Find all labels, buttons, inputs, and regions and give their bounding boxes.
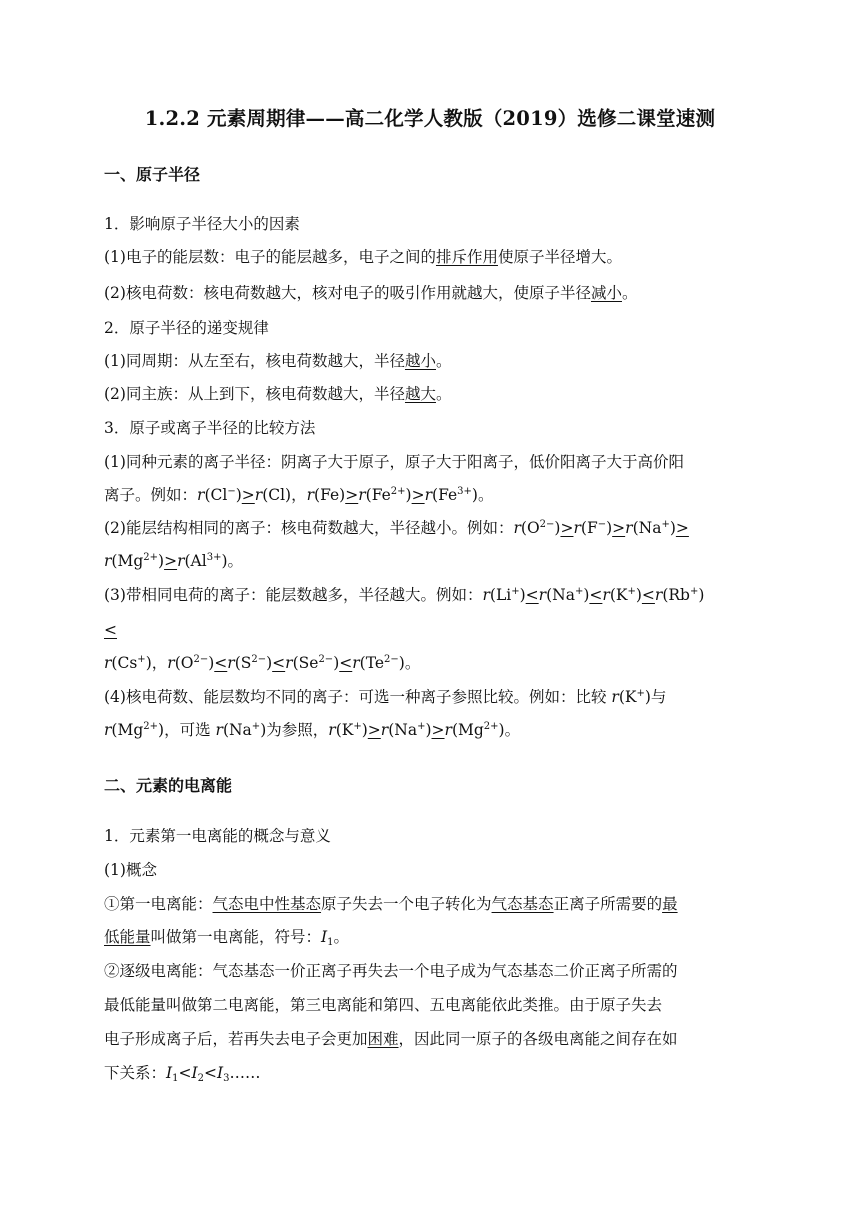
successive-ionization-line2: 最低能量叫做第二电离能，第三电离能和第四、五电离能依此类推。由于原子失去 bbox=[104, 996, 663, 1014]
successive-ionization-line4: 下关系：$I_1<I_2<I_3\dots\dots$ bbox=[104, 1064, 261, 1084]
section-heading-atomic-radius: 一、原子半径 bbox=[104, 165, 201, 184]
subsection-trend-heading: 2．原子半径的递变规律 bbox=[104, 319, 269, 337]
trend-same-group: (2)同主族：从上到下，核电荷数越大，半径越大。 bbox=[104, 385, 452, 403]
compare-same-charge-line2: < bbox=[104, 621, 117, 639]
subsection-factors-heading: 1．影响原子半径大小的因素 bbox=[104, 215, 300, 233]
subsection-concept-heading: 1．元素第一电离能的概念与意义 bbox=[104, 827, 331, 845]
compare-same-shell-line2: $r(Mg^{2+})>r(Al^{3+})$。 bbox=[104, 552, 244, 570]
successive-ionization-line3: 电子形成离子后，若再失去电子会更加困难，因此同一原子的各级电离能之间存在如 bbox=[104, 1030, 678, 1048]
compare-same-shell-line1: (2)能层结构相同的离子：核电荷数越大，半径越小。例如：$r(O^{2-})>r(F^-)>r(Na^+)>$ bbox=[104, 519, 689, 537]
compare-same-element-line2: 离子。例如：r(Cl−)>r(Cl)，$r(Fe)>r(Fe^{2+})>r(Fe^{3+})$。 bbox=[104, 486, 494, 504]
compare-same-charge-line1: (3)带相同电荷的离子：能层数越多，半径越大。例如：r(Li+)<r(Na+)<r(K+)<r(Rb+) bbox=[104, 586, 705, 604]
section-heading-ionization-energy: 二、元素的电离能 bbox=[104, 776, 233, 795]
first-ionization-line1: ①第一电离能：气态电中性基态原子失去一个电子转化为气态基态正离子所需要的最 bbox=[104, 895, 678, 913]
trend-same-period: (1)同周期：从左至右，核电荷数越大，半径越小。 bbox=[104, 352, 452, 370]
compare-reference-line2: $r(Mg^{2+})$，可选 r(Na+)为参照，$r(K^+)>r(Na^+)>r(Mg^{2+})$。 bbox=[104, 721, 521, 739]
compare-reference-line1: (4)核电荷数、能层数均不同的离子：可选一种离子参照比较。例如：比较 r(K+)与 bbox=[104, 688, 667, 706]
compare-same-charge-line3: r(Cs+)，$r(O^{2-})<r(S^{2-})<r(Se^{2-})<r(Te^{2-})$。 bbox=[104, 654, 421, 672]
concept-label: (1)概念 bbox=[104, 861, 157, 879]
page-title: 1.2.2 元素周期律——高二化学人教版（2019）选修二课堂速测 bbox=[144, 107, 716, 130]
factor-energy-levels: (1)电子的能层数：电子的能层越多，电子之间的排斥作用使原子半径增大。 bbox=[104, 248, 622, 266]
compare-same-element-line1: (1)同种元素的离子半径：阴离子大于原子，原子大于阳离子，低价阳离子大于高价阳 bbox=[104, 453, 684, 471]
factor-nuclear-charge: (2)核电荷数：核电荷数越大，核对电子的吸引作用就越大，使原子半径减小。 bbox=[104, 284, 638, 302]
subsection-compare-heading: 3．原子或离子半径的比较方法 bbox=[104, 419, 316, 437]
successive-ionization-line1: ②逐级电离能：气态基态一价正离子再失去一个电子成为气态基态二价正离子所需的 bbox=[104, 962, 678, 980]
first-ionization-line2: 低能量叫做第一电离能，符号：$I_1$。 bbox=[104, 928, 350, 948]
